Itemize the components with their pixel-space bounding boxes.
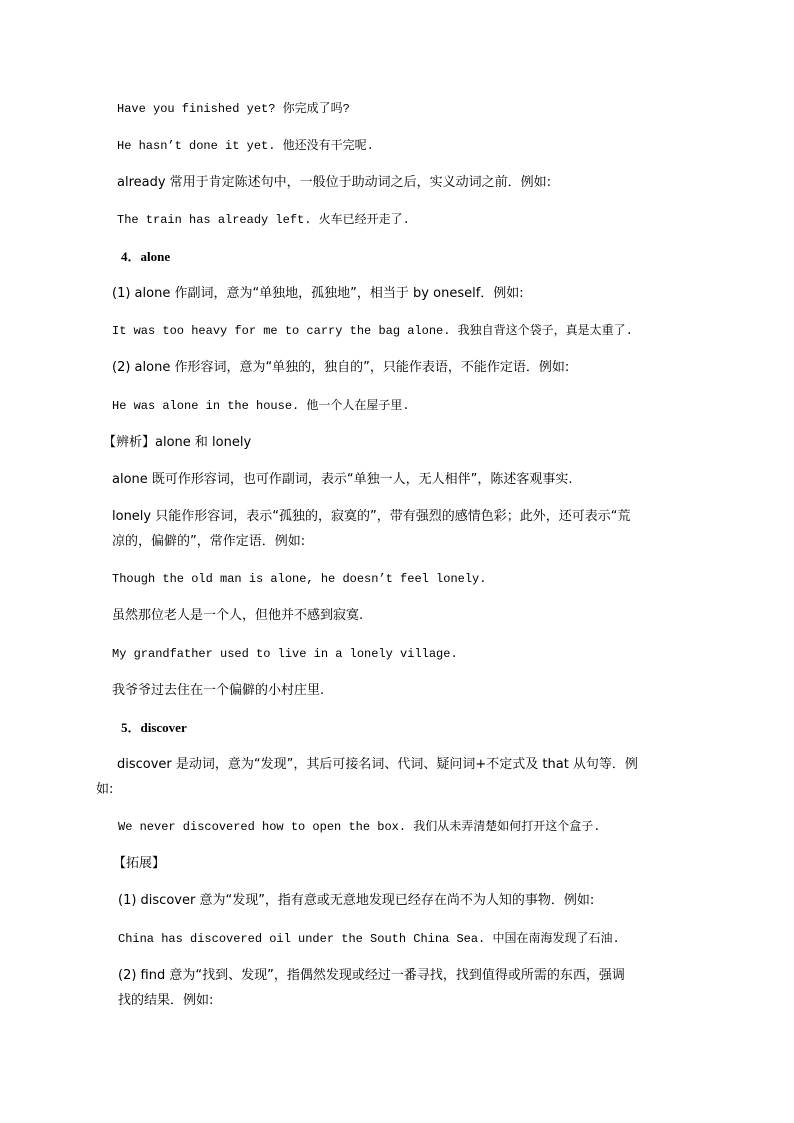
explanation-text: alone 既可作形容词，也可作副词，表示“单独一人，无人相伴”，陈述客观事实.: [112, 472, 573, 487]
analysis-heading: 【辨析】alone 和 lonely: [103, 435, 252, 450]
section-heading: 4．alone: [121, 249, 171, 264]
explanation-text: already 常用于肯定陈述句中，一般位于助动词之后，实义动词之前．例如:: [117, 175, 552, 190]
example-sentence: Though the old man is alone, he doesn’t feel lonely.: [112, 572, 487, 586]
example-sentence: It was too heavy for me to carry the bag alone. 我独自背这个袋子，真是太重了.: [112, 324, 633, 338]
example-sentence: He hasn’t done it yet. 他还没有干完呢.: [117, 139, 374, 153]
explanation-text: (2) find 意为“找到、发现”，指偶然发现或经过一番寻找，找到值得或所需的东西，强调: [118, 968, 625, 983]
translation-text: 虽然那位老人是一个人，但他并不感到寂寞.: [112, 608, 364, 623]
section-heading: 5．discover: [121, 720, 187, 735]
translation-text: 我爷爷过去住在一个偏僻的小村庄里.: [112, 683, 325, 698]
explanation-text: discover 是动词，意为“发现”，其后可接名词、代词、疑问词+不定式及 that 从句等．例: [117, 757, 638, 772]
explanation-text: 如:: [96, 782, 114, 797]
extension-heading: 【拓展】: [113, 856, 166, 871]
explanation-text: (2) alone 作形容词，意为“单独的，独自的”，只能作表语，不能作定语．例如:: [112, 360, 570, 375]
explanation-text: (1) discover 意为“发现”，指有意或无意地发现已经存在尚不为人知的事物．例如:: [118, 893, 595, 908]
explanation-text: (1) alone 作副词，意为“单独地，孤独地”，相当于 by oneself．例如:: [112, 286, 524, 301]
example-sentence: We never discovered how to open the box. 我们从未弄清楚如何打开这个盒子.: [118, 820, 601, 834]
example-sentence: China has discovered oil under the South China Sea. 中国在南海发现了石油.: [118, 932, 620, 946]
example-sentence: The train has already left. 火车已经开走了.: [117, 213, 410, 227]
example-sentence: He was alone in the house. 他一个人在屋子里.: [112, 399, 410, 413]
example-sentence: My grandfather used to live in a lonely village.: [112, 647, 458, 661]
example-sentence: Have you finished yet? 你完成了吗?: [117, 102, 350, 116]
explanation-text: 凉的，偏僻的”，常作定语．例如:: [112, 534, 306, 549]
explanation-text: 找的结果．例如:: [118, 993, 214, 1008]
explanation-text: lonely 只能作形容词，表示“孤独的，寂寞的”，带有强烈的感情色彩；此外，还可表示“荒: [112, 509, 631, 524]
